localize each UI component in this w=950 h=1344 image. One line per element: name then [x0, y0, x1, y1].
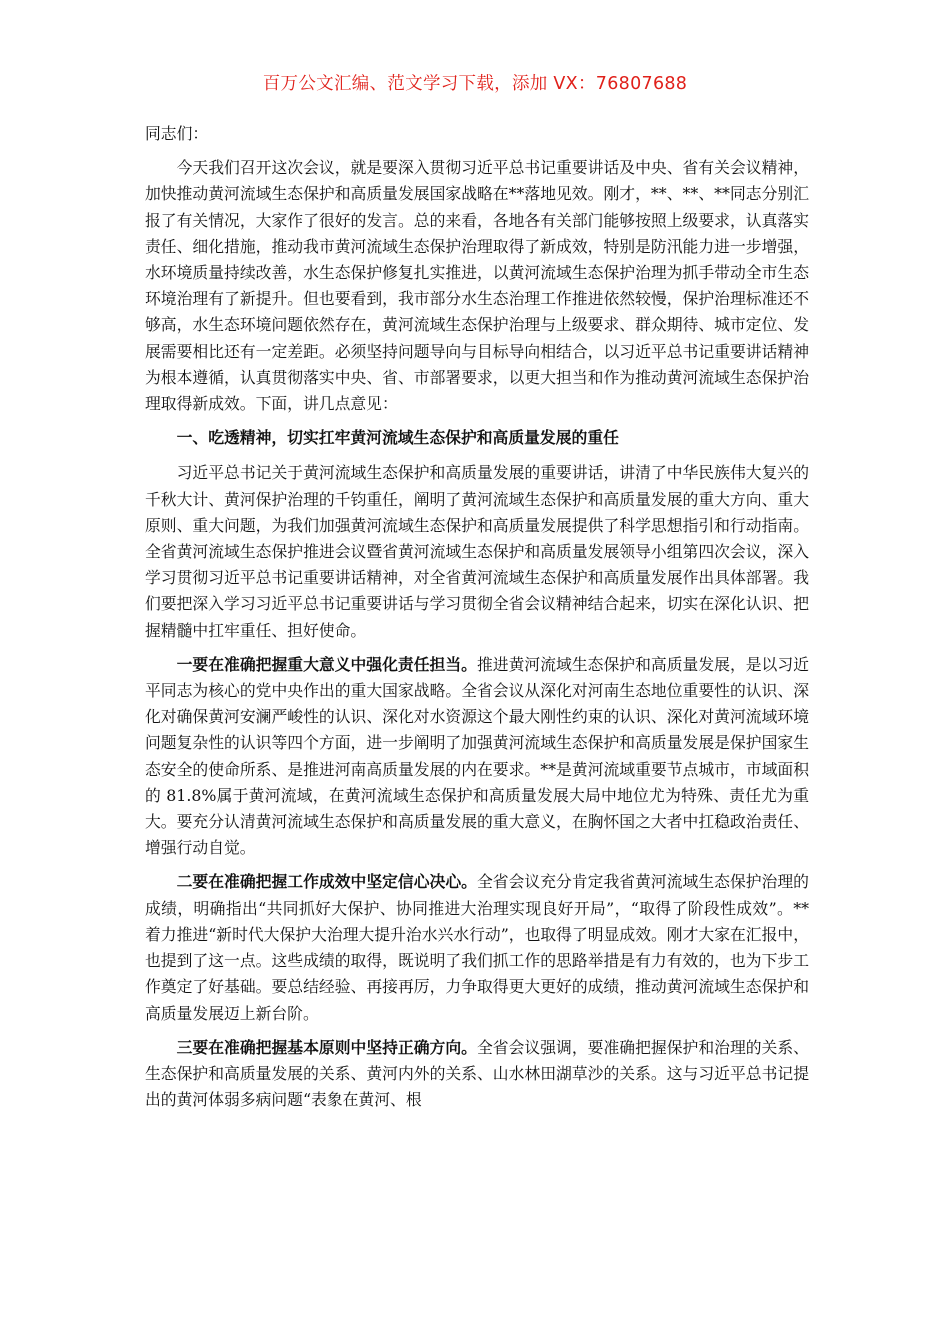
point-2-lead: 二要在准确把握工作成效中坚定信心决心。 [176, 872, 477, 892]
point-3-paragraph [145, 1035, 809, 1114]
download-banner: 百万公文汇编、范文学习下载，添加 VX：76807688 [262, 74, 688, 94]
document-body [145, 121, 809, 1121]
point-1-lead: 一要在准确把握重大意义中强化责任担当。 [176, 654, 477, 674]
point-1-paragraph [145, 652, 809, 862]
intro-paragraph: 今天我们召开这次会议，就是要深入贯彻习近平总书记重要讲话及中央、省有关会议精神，加快推动黄河流域生态保护和高质量发展国家战略在**落地见效。刚才，**、**、**同志分别汇报了有关情况，大家作了很好的发言。总的来看，各地各有关部门能够按照上级要求，认真落实责任、细化措施，推动我市黄河流域生态保护治理取得了新成效，特别是防汛能力进一步增强，水环境质量持续改善，水生态保护修复扎实推进，以黄河流域生态保护治理为抓手带动全市生态环境治理有了新提升。但也要看到，我市部分水生态治理工作推进依然较慢，保护治理标准还不够高，水生态环境问题依然存在，黄河流域生态保护治理与上级要求、群众期待、城市定位、发展需要相比还有一定差距。必须坚持问题导向与目标导向相结合，以习近平总书记重要讲话精神为根本遵循，认真贯彻落实中央、省、市部署要求，以更大担当和作为推动黄河流域生态保护治理取得新成效。下面，讲几点意见： [145, 158, 809, 414]
point-1-body: 推进黄河流域生态保护和高质量发展，是以习近平同志为核心的党中央作出的重大国家战略。全省会议从深化对河南生态地位重要性的认识、深化对确保黄河安澜严峻性的认识、深化对水资源这个最大刚性约束的认识、深化对黄河流域环境问题复杂性的认识等四个方面，进一步阐明了加强黄河流域生态保护和高质量发展是保护国家生态安全的使命所系、是推进河南高质量发展的内在要求。**是黄河流域重要节点城市，市域面积的 81.8%属于黄河流域，在黄河流域生态保护和高质量发展大局中地位尤为特殊、责任尤为重大。要充分认清黄河流域生态保护和高质量发展的重大意义，在胸怀国之大者中扛稳政治责任、增强行动自觉。 [145, 654, 809, 858]
point-2-paragraph [145, 869, 809, 1026]
greeting: 同志们： [145, 124, 209, 143]
point-3-lead: 三要在准确把握基本原则中坚持正确方向。 [176, 1037, 477, 1057]
point-3-body: 全省会议强调，要准确把握保护和治理的关系、生态保护和高质量发展的关系、黄河内外的关系、山水林田湖草沙的关系。这与习近平总书记提出的黄河体弱多病问题“表象在黄河、根 [145, 1037, 809, 1110]
section-heading-1: 一、吃透精神，切实扛牢黄河流域生态保护和高质量发展的重任 [176, 428, 619, 448]
point-2-body: 全省会议充分肯定我省黄河流域生态保护治理的成绩，明确指出“共同抓好大保护、协同推进大治理实现良好开局”，“取得了阶段性成效”。**着力推进“新时代大保护大治理大提升治水兴水行动”，也取得了明显成效。刚才大家在汇报中，也提到了这一点。这些成绩的取得，既说明了我们抓工作的思路举措是有力有效的，也为下步工作奠定了好基础。要总结经验、再接再厉，力争取得更大更好的成绩，推动黄河流域生态保护和高质量发展迈上新台阶。 [145, 872, 809, 1023]
section-1-paragraph: 习近平总书记关于黄河流域生态保护和高质量发展的重要讲话，讲清了中华民族伟大复兴的千秋大计、黄河保护治理的千钧重任，阐明了黄河流域生态保护和高质量发展的重大方向、重大原则、重大问题，为我们加强黄河流域生态保护和高质量发展提供了科学思想指引和行动指南。全省黄河流域生态保护推进会议暨省黄河流域生态保护和高质量发展领导小组第四次会议，深入学习贯彻习近平总书记重要讲话精神，对全省黄河流域生态保护和高质量发展作出具体部署。我们要把深入学习习近平总书记重要讲话与学习贯彻全省会议精神结合起来，切实在深化认识、把握精髓中扛牢重任、担好使命。 [145, 463, 809, 640]
